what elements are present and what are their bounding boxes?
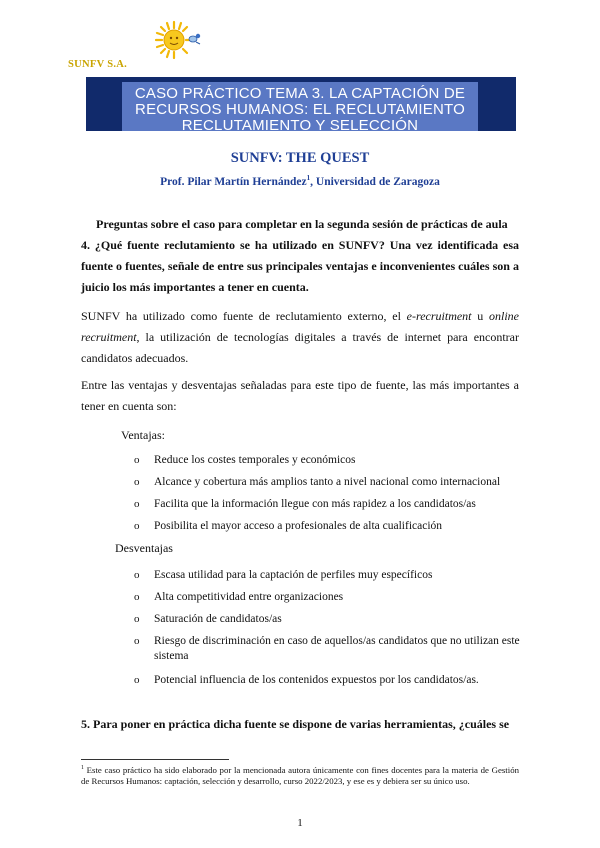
bullet-icon: o — [134, 569, 140, 581]
author-footnote-mark: 1 — [306, 174, 311, 182]
list-item — [134, 590, 524, 605]
list-item — [134, 475, 524, 490]
list-item-text: Escasa utilidad para la captación de perfiles muy específicos — [154, 569, 433, 581]
list-item — [134, 453, 524, 468]
question-4: 4. ¿Qué fuente reclutamiento se ha utilizado en SUNFV? Una vez identificada esa fuente o fuentes, señale de entre sus principales ventajas e inconvenientes cuáles son a juicio los más importantes a tener en cuenta. — [81, 238, 519, 294]
question-5: 5. Para poner en práctica dicha fuente se dispone de varias herramientas, ¿cuáles se — [81, 717, 510, 731]
footnote-text: Este caso práctico ha sido elaborado por la mencionada autora únicamente con fines docentes para la materia de Gestión de Recursos Humanos: captación, selección y desarrollo, curso 2022/2023, y ese es y debiera ser su único uso. — [81, 764, 519, 786]
banner-text: CASO PRÁCTICO TEMA 3. LA CAPTACIÓN DE RECURSOS HUMANOS: EL RECLUTAMIENTO RECLUTAMIENTO Y SELECCIÓN — [134, 85, 466, 131]
answer-text: SUNFV ha utilizado como fuente de reclutamiento externo, el — [81, 309, 407, 323]
author-line — [0, 174, 600, 188]
title-banner-inner — [122, 82, 478, 131]
list-item — [134, 612, 524, 627]
footnote-divider — [81, 759, 229, 760]
answer-text: u — [471, 309, 490, 323]
bullet-icon: o — [134, 476, 140, 488]
list-item-text: Potencial influencia de los contenidos expuestos por los candidatos/as. — [154, 674, 479, 686]
list-item-text: Riesgo de discriminación en caso de aquellos/as candidatos que no utilizan este sistema — [154, 635, 520, 662]
list-item — [134, 568, 524, 583]
list-item-text: Alta competitividad entre organizaciones — [154, 591, 344, 603]
ventajas-heading: Ventajas: — [121, 428, 165, 442]
answer-term: online recruitment — [81, 309, 520, 344]
list-item-text: Alcance y cobertura más amplios tanto a nivel nacional como internacional — [154, 476, 501, 488]
document-title: SUNFV: THE QUEST — [230, 150, 370, 166]
bullet-icon: o — [134, 520, 140, 532]
list-item-text: Reduce los costes temporales y económicos — [154, 454, 356, 466]
bullet-icon: o — [134, 454, 140, 466]
bullet-icon: o — [134, 674, 140, 686]
desventajas-heading: Desventajas — [115, 541, 173, 555]
bullet-icon: o — [134, 498, 140, 510]
author-name: Prof. Pilar Martín Hernández — [160, 175, 307, 188]
list-item — [134, 634, 524, 664]
desventajas-list — [134, 568, 524, 688]
answer-paragraph-1 — [81, 306, 519, 369]
list-item — [134, 673, 524, 688]
bullet-icon: o — [134, 613, 140, 625]
bullet-icon: o — [134, 591, 140, 603]
footnote-mark: 1 — [81, 765, 84, 771]
list-item-text: Facilita que la información llegue con más rapidez a los candidatos/as — [154, 498, 476, 510]
answer-term: e-recruitment — [406, 309, 472, 323]
answer-paragraph-2: Entre las ventajas y desventajas señaladas para este tipo de fuente, las más importantes a tener en cuenta son: — [81, 378, 519, 413]
list-item — [134, 519, 524, 534]
page-number: 1 — [297, 817, 303, 829]
list-item-text: Posibilita el mayor acceso a profesionales de alta cualificación — [154, 520, 443, 532]
list-item-text: Saturación de candidatos/as — [154, 613, 282, 625]
intro-heading: Preguntas sobre el caso para completar en la segunda sesión de prácticas de aula — [96, 217, 508, 231]
author-affiliation: , Universidad de Zaragoza — [310, 175, 440, 188]
title-banner — [86, 77, 516, 131]
company-brand: SUNFV S.A. — [68, 59, 128, 70]
ventajas-list — [134, 453, 524, 534]
sun-logo-icon — [153, 20, 205, 60]
list-item — [134, 497, 524, 512]
footnote — [81, 763, 519, 787]
bullet-icon: o — [134, 635, 140, 647]
answer-text: , la utilización de tecnologías digitales a través de internet para encontrar candidatos adecuados. — [81, 330, 519, 365]
